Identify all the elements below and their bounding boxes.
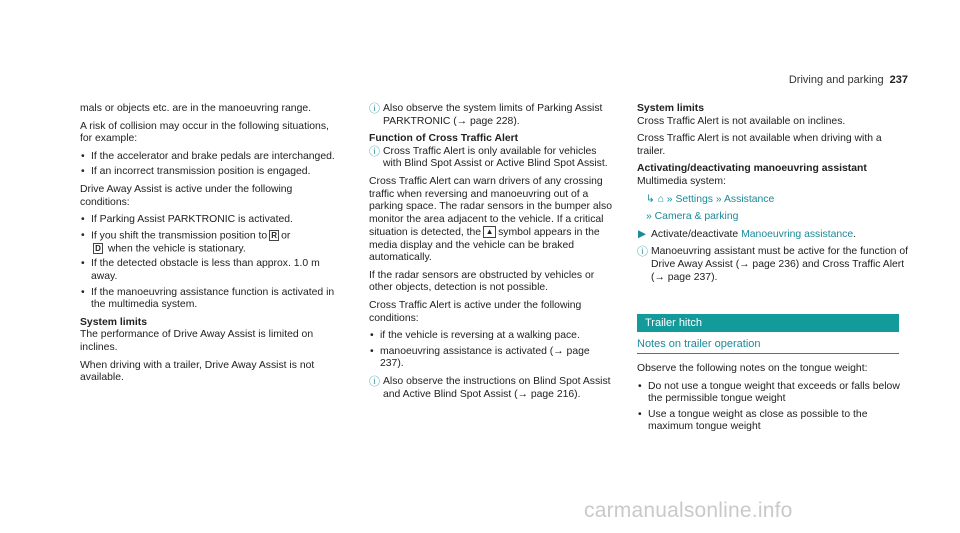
paragraph: Cross Traffic Alert is not available on inclines. <box>637 115 846 127</box>
paragraph: Cross Traffic Alert is active under the following conditions: <box>369 300 582 324</box>
list-text: If you shift the transmission position to <box>91 230 268 241</box>
section-heading: System limits <box>637 103 704 114</box>
paragraph: If the radar sensors are obstructed by vehicles or other objects, detection is not possible. <box>369 269 595 294</box>
gear-d-icon: D <box>93 243 103 254</box>
list-item: • if the vehicle is reversing at a walking pace. <box>369 330 614 343</box>
paragraph-text: Cross Traffic Alert can warn drivers of any crossing traffic when reversing and manoeuvring out of a parking space. The radar sensors in the bumper also monitor the area adjacent to the vehicle. If a critical situation is detected, the <box>369 175 612 239</box>
section-heading: Activating/deactivating manoeuvring assistant <box>637 163 867 175</box>
paragraph: When driving with a trailer, Drive Away Assist is not available. <box>80 359 315 384</box>
step-text: Activate/deactivate <box>651 228 739 240</box>
list-item: • If Parking Assist PARKTRONIC is activated. <box>80 214 340 227</box>
note-text: Cross Traffic Alert is only available for vehicles with Blind Spot Assist or Active Blind Spot Assist. <box>383 145 608 170</box>
section-heading: System limits <box>80 316 147 328</box>
column-right <box>637 103 912 289</box>
path-assistance: Assistance <box>724 193 775 205</box>
info-icon: ⓘ <box>637 246 648 259</box>
list-item <box>80 230 340 256</box>
menu-path <box>637 211 912 224</box>
column-right-lower <box>637 363 912 439</box>
path-settings: Settings <box>675 193 713 205</box>
menu-path <box>637 194 912 207</box>
trailer-hitch-bar: Trailer hitch <box>637 314 899 332</box>
note-text: Also observe the system limits of Parking Assist PARKTRONIC (→ page 228). <box>383 103 603 127</box>
info-icon: ⓘ <box>369 376 380 389</box>
list-item: • Do not use a tongue weight that exceeds or falls below the permissible tongue weight <box>637 381 912 406</box>
bullet-list <box>637 381 912 434</box>
column-middle <box>369 103 614 406</box>
note <box>369 146 614 171</box>
trailer-notes-subheading: Notes on trailer operation <box>637 338 899 354</box>
paragraph <box>369 176 614 265</box>
paragraph: Multimedia system: <box>637 175 726 187</box>
list-item: • If the accelerator and brake pedals are interchanged. <box>80 151 340 164</box>
instruction-step: ▶ Activate/deactivate Manoeuvring assistance. <box>638 228 857 240</box>
paragraph: Cross Traffic Alert is not available when driving with a trailer. <box>637 133 882 157</box>
info-icon: ⓘ <box>369 103 380 115</box>
section-title: Driving and parking <box>788 74 884 86</box>
paragraph: The performance of Drive Away Assist is limited on inclines. <box>80 329 314 353</box>
info-icon: ⓘ <box>369 145 380 158</box>
gear-r-icon: R <box>269 230 279 241</box>
play-arrow-icon: ▶ <box>638 228 646 240</box>
paragraph: Drive Away Assist is active under the following conditions: <box>80 183 293 208</box>
note <box>369 103 614 128</box>
chevron-right-icon: » <box>666 193 673 205</box>
list-item: • If the detected obstacle is less than approx. 1.0 m away. <box>80 258 340 283</box>
note-text: Manoeuvring assistant must be active for the function of Drive Away Assist (→ page 236) and Cross Traffic Alert (→ page 237). <box>651 246 909 283</box>
warning-symbol-icon: ▲ <box>483 226 496 238</box>
list-text: or <box>281 230 291 241</box>
note <box>369 376 614 401</box>
return-arrow-icon: ↳ <box>646 193 655 205</box>
list-item: • If the manoeuvring assistance function is activated in the multimedia system. <box>80 287 340 312</box>
bullet-list <box>80 151 340 179</box>
path-camera-parking: Camera & parking <box>654 211 739 223</box>
paragraph: Observe the following notes on the tongue weight: <box>637 363 868 374</box>
note <box>637 246 912 284</box>
column-left <box>80 103 340 390</box>
section-heading: Function of Cross Traffic Alert <box>369 133 519 145</box>
bullet-list <box>80 214 340 312</box>
home-icon: ⌂ <box>657 193 664 205</box>
paragraph: mals or objects etc. are in the manoeuvring range. <box>80 103 312 114</box>
page-header <box>789 74 908 87</box>
step-menu-item: Manoeuvring assistance <box>741 228 854 240</box>
note-text: Also observe the instructions on Blind Spot Assist and Active Blind Spot Assist (→ page 216). <box>383 376 611 400</box>
chevron-right-icon: » <box>646 211 652 223</box>
list-item: • manoeuvring assistance is activated (→ page 237). <box>369 346 614 371</box>
watermark: carmanualsonline.info <box>584 499 793 522</box>
page-number: 237 <box>889 74 908 86</box>
bullet-list <box>369 330 614 371</box>
list-item: • If an incorrect transmission position is engaged. <box>80 166 340 179</box>
chevron-right-icon: » <box>715 193 722 205</box>
paragraph-text: symbol appears in the media display and the vehicle can be braked automatically. <box>369 227 600 264</box>
list-text: when the vehicle is stationary. <box>107 242 246 254</box>
paragraph: A risk of collision may occur in the following situations, for example: <box>80 120 329 145</box>
list-item: • Use a tongue weight as close as possible to the maximum tongue weight <box>637 409 912 434</box>
